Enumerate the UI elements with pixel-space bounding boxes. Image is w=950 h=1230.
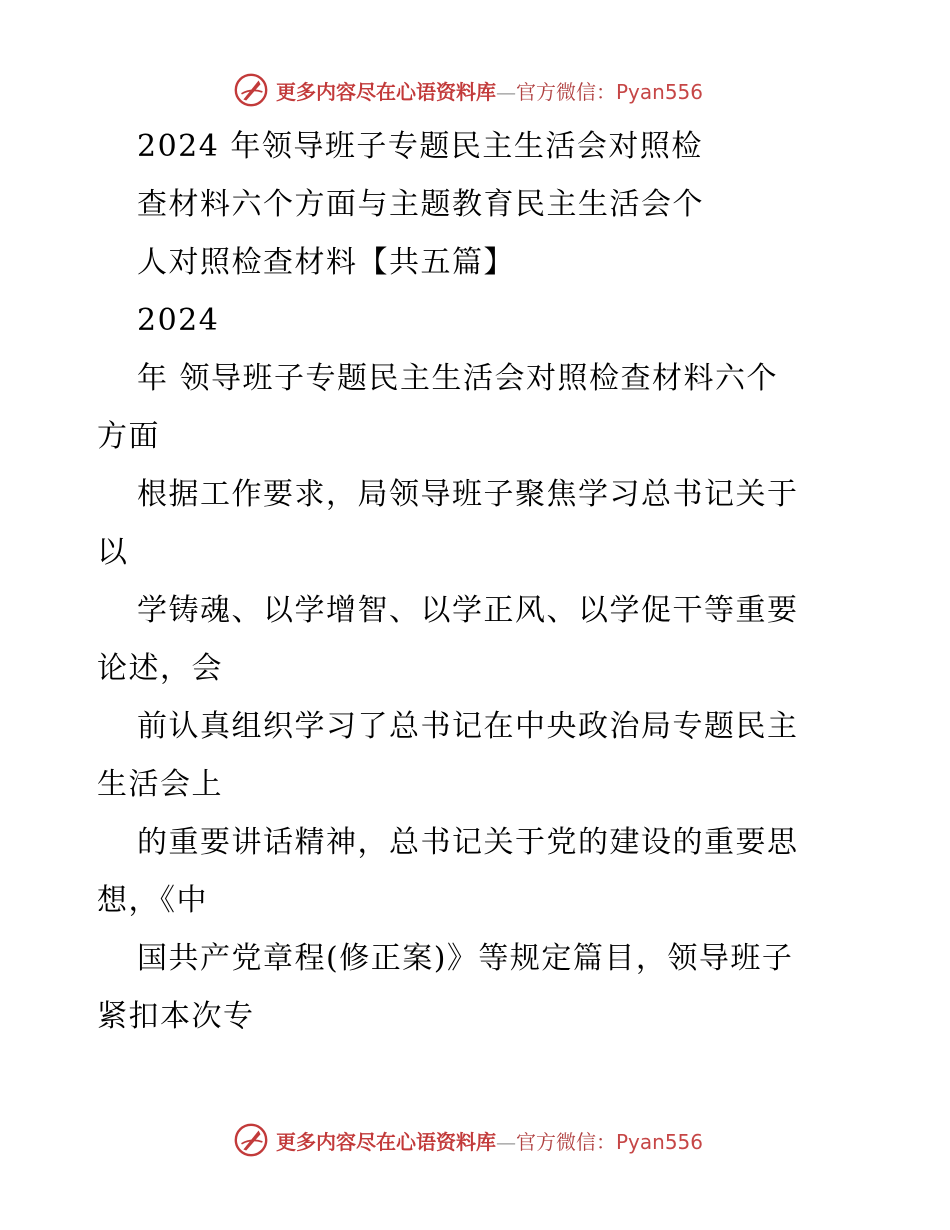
document-line: 查材料六个方面与主题教育民主生活会个 xyxy=(137,187,704,222)
document-line: 以 xyxy=(97,535,129,570)
document-line: 想，《中 xyxy=(97,883,208,918)
header-watermark-banner xyxy=(232,70,752,110)
document-body xyxy=(97,118,857,1046)
document-line: 2024 xyxy=(137,303,220,338)
watermark-site-name: 更多内容尽在心语资料库 xyxy=(276,1129,496,1154)
watermark-wechat-label: 官方微信： xyxy=(516,1129,616,1154)
document-line: 国共产党章程(修正案)》等规定篇目，领导班子 xyxy=(137,941,794,976)
document-line: 学铸魂、以学增智、以学正风、以学促干等重要 xyxy=(137,593,799,628)
document-line: 人对照检查材料【共五篇】 xyxy=(137,245,515,280)
document-line: 紧扣本次专 xyxy=(97,999,255,1034)
document-line: 2024 年领导班子专题民主生活会对照检 xyxy=(137,129,703,164)
footer-watermark-banner xyxy=(232,1120,752,1160)
document-line: 方面 xyxy=(97,419,160,454)
watermark-dash: — xyxy=(496,79,516,104)
watermark-text xyxy=(276,76,703,105)
watermark-site-name: 更多内容尽在心语资料库 xyxy=(276,79,496,104)
document-line: 前认真组织学习了总书记在中央政治局专题民主 xyxy=(137,709,799,744)
watermark-wechat-id: Pyan556 xyxy=(616,79,704,104)
watermark-dash: — xyxy=(496,1129,516,1154)
watermark-wechat-label: 官方微信： xyxy=(516,79,616,104)
document-line: 生活会上 xyxy=(97,767,223,802)
quill-logo-icon xyxy=(232,71,270,109)
document-line: 的重要讲话精神，总书记关于党的建设的重要思 xyxy=(137,825,799,860)
watermark-text xyxy=(276,1126,703,1155)
document-line: 论述，会 xyxy=(97,651,223,686)
document-line: 根据工作要求，局领导班子聚焦学习总书记关于 xyxy=(137,477,799,512)
document-line: 年 领导班子专题民主生活会对照检查材料六个 xyxy=(137,361,779,396)
watermark-wechat-id: Pyan556 xyxy=(616,1129,704,1154)
quill-logo-icon xyxy=(232,1121,270,1159)
